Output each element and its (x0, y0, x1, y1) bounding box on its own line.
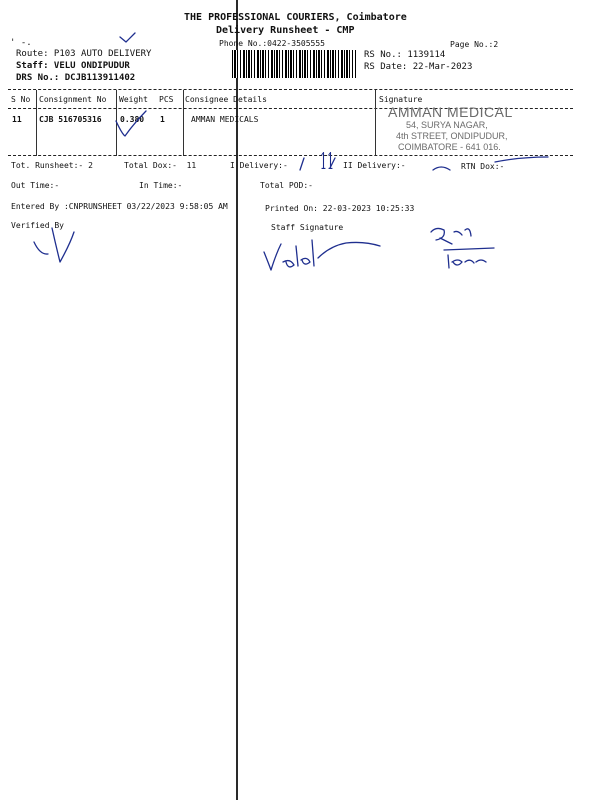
phone-number: Phone No.:0422-3505555 (219, 39, 325, 48)
handwritten-count: 11 (320, 150, 334, 175)
tot-runsheet: Tot. Runsheet:- 2 (11, 161, 93, 170)
receiver-signature (431, 228, 494, 268)
cell-sno: 11 (12, 115, 22, 124)
stamp-line: COIMBATORE - 641 016. (398, 142, 501, 152)
page-number: Page No.:2 (450, 40, 499, 49)
in-time: In Time:- (139, 181, 183, 190)
route: Route: P103 AUTO DELIVERY (16, 49, 152, 59)
header-pcs: PCS (159, 95, 174, 104)
stamp-line: 4th STREET, ONDIPUDUR, (396, 131, 508, 141)
header-consignee: Consignee Details (185, 95, 267, 104)
header-weight: Weight (119, 95, 148, 104)
total-dox: Total Dox:- 11 (124, 161, 197, 170)
total-pod: Total POD:- (260, 181, 313, 190)
company-name: THE PROFESSIONAL COURIERS, Coimbatore (184, 12, 407, 23)
header-consignment: Consignment No (39, 95, 107, 104)
cell-consignment: CJB 516705316 (39, 115, 102, 124)
cell-pcs: 1 (160, 115, 165, 124)
rtn-mark (433, 157, 548, 170)
drs-number: DRS No.: DCJB113911402 (16, 73, 136, 83)
staff-signature (264, 240, 380, 270)
verified-signature (34, 228, 74, 262)
rtn-dox: RTN Dox:- (461, 162, 505, 171)
document-title: Delivery Runsheet - CMP (216, 25, 355, 36)
header-signature: Signature (379, 95, 423, 104)
header-sno: S No (11, 95, 31, 104)
i-delivery: I Delivery:- (230, 161, 288, 170)
delivery-tick (300, 158, 335, 170)
rs-number: RS No.: 1139114 (364, 50, 446, 60)
out-time: Out Time:- (11, 181, 60, 190)
tick-mark (116, 111, 146, 136)
stamp-name: AMMAN MEDICAL (388, 104, 513, 120)
staff-name: Staff: VELU ONDIPUDUR (16, 61, 130, 71)
ii-delivery: II Delivery:- (343, 161, 406, 170)
printed-on: Printed On: 22-03-2023 10:25:33 (265, 204, 415, 213)
cell-consignee: AMMAN MEDICALS (191, 115, 259, 124)
corner-marks: ' -. (10, 38, 32, 48)
verified-by: Verified By (11, 221, 64, 230)
rs-date: RS Date: 22-Mar-2023 (364, 62, 473, 72)
cell-weight: 0.380 (120, 115, 145, 124)
tick-mark (120, 33, 135, 42)
staff-signature-label: Staff Signature (271, 223, 344, 232)
entered-by: Entered By :CNPRUNSHEET 03/22/2023 9:58:05 AM (11, 202, 228, 211)
stamp-line: 54, SURYA NAGAR, (406, 120, 488, 130)
